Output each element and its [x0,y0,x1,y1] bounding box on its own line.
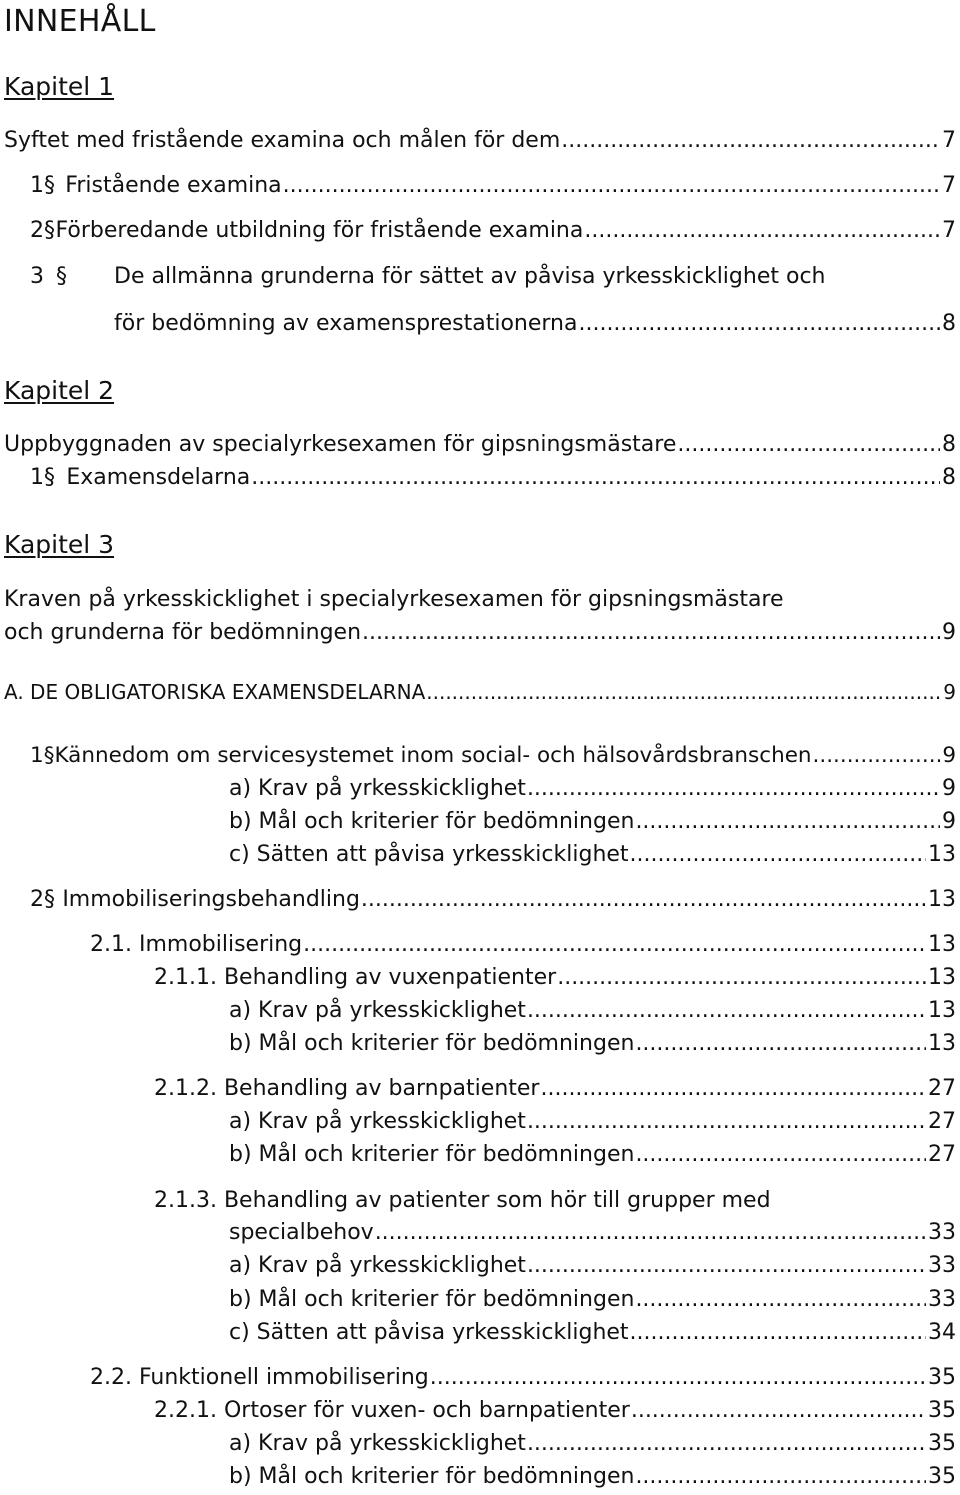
toc-entry[interactable] [229,1141,956,1169]
toc-entry-title: c) Sätten att påvisa yrkesskicklighet [229,1320,629,1345]
toc-page-number: 35 [928,1464,956,1489]
toc-entry[interactable] [4,678,956,706]
toc-entry[interactable] [30,217,956,245]
toc-page-number: 7 [942,218,956,243]
dot-leader [426,678,941,706]
toc-entry[interactable] [90,931,956,959]
toc-entry-title: Förberedande utbildning för fristående examina [55,218,584,243]
toc-entry-first-line[interactable] [4,586,784,614]
toc-entry[interactable] [229,997,956,1025]
toc-page-number: 13 [928,998,956,1023]
toc-entry-title: b) Mål och kriterier för bedömningen [229,1031,635,1056]
toc-entry-title: Examensdelarna [66,465,251,490]
toc-entry-title: 2.2.1. Ortoser för vuxen- och barnpatienter [154,1398,630,1423]
dot-leader [578,310,940,338]
toc-entry[interactable] [154,964,956,992]
toc-entry[interactable] [229,1219,956,1247]
toc-entry[interactable] [229,1252,956,1280]
dot-leader [635,1030,926,1058]
toc-entry-title: A. DE OBLIGATORISKA EXAMENSDELARNA [4,680,426,704]
toc-page-number: 35 [928,1398,956,1423]
toc-page-number: 8 [942,465,956,490]
dot-leader [527,1252,926,1280]
toc-entry[interactable] [229,841,956,869]
toc-entry[interactable] [154,1397,956,1425]
toc-entry[interactable] [229,808,956,836]
toc-page-number: 7 [942,128,956,153]
dot-leader [303,931,926,959]
section-number: 2 [30,218,44,243]
dot-leader [635,1286,926,1314]
toc-entry-title: b) Mål och kriterier för bedömningen [229,1287,635,1312]
toc-page-number: 34 [928,1320,956,1345]
toc-page-number: 35 [928,1431,956,1456]
toc-entry-first-line[interactable] [154,1187,771,1215]
section-sign: § [44,173,55,198]
toc-page-number: 13 [928,932,956,957]
toc-entry-title: 2.1.2. Behandling av barnpatienter [154,1076,540,1101]
toc-page-number: 35 [928,1365,956,1390]
dot-leader [561,127,940,155]
toc-page-number: 27 [928,1109,956,1134]
toc-entry[interactable] [4,619,956,647]
toc-entry[interactable] [229,1430,956,1458]
section-number: 1 [30,173,44,198]
toc-entry-title: specialbehov [229,1220,374,1245]
toc-entry[interactable] [114,310,956,338]
toc-entry-title: Fristående examina [65,173,282,198]
toc-page-number: 9 [943,680,956,704]
section-number: 1 [30,743,44,768]
toc-page-number: 9 [942,743,956,768]
dot-leader [635,1463,926,1491]
chapter-2-link[interactable]: Kapitel 2 [4,376,115,405]
toc-entry-title: för bedömning av examensprestationerna [114,311,578,336]
toc-page-number: 33 [928,1287,956,1312]
toc-entry[interactable] [30,886,956,914]
toc-entry[interactable] [30,172,956,200]
chapter-1-link[interactable]: Kapitel 1 [4,72,115,101]
toc-page-number: 27 [928,1142,956,1167]
toc-entry-title: b) Mål och kriterier för bedömningen [229,1142,635,1167]
toc-page-number: 9 [942,809,956,834]
toc-entry-title: 2.2. Funktionell immobilisering [90,1365,429,1390]
dot-leader [631,1397,926,1425]
dot-leader [813,742,941,770]
toc-entry-title: och grunderna för bedömningen [4,620,362,645]
section-sign: § [44,887,55,912]
toc-entry[interactable] [30,742,956,770]
section-sign: § [43,743,55,768]
dot-leader [557,964,926,992]
dot-leader [251,464,940,492]
toc-entry[interactable] [229,1286,956,1314]
toc-page-number: 13 [928,1031,956,1056]
dot-leader [283,172,940,200]
toc-entry-title: c) Sätten att påvisa yrkesskicklighet [229,842,629,867]
section-sign: § [44,218,55,243]
dot-leader [677,431,940,459]
toc-entry-title: Syftet med fristående examina och målen för dem [4,128,561,153]
toc-entry-title: Uppbyggnaden av specialyrkesexamen för gipsningsmästare [4,432,677,457]
toc-entry[interactable] [4,431,956,459]
toc-page-number: 13 [928,965,956,990]
toc-entry-title: a) Krav på yrkesskicklighet [229,1109,526,1134]
toc-entry-first-line[interactable] [30,263,825,291]
section-number: 2 [30,887,44,912]
toc-entry[interactable] [30,464,956,492]
section-sign: § [44,465,55,490]
toc-page-number: 33 [928,1220,956,1245]
toc-entry-title: a) Krav på yrkesskicklighet [229,998,526,1023]
toc-page-number: 9 [942,620,956,645]
toc-entry-title: 2.1.1. Behandling av vuxenpatienter [154,965,557,990]
toc-entry-title-line1: Kraven på yrkesskicklighet i specialyrkesexamen för gipsningsmästare [4,587,784,612]
toc-page-number: 8 [942,432,956,457]
dot-leader [540,1075,926,1103]
chapter-3-link[interactable]: Kapitel 3 [4,530,115,559]
toc-entry[interactable] [229,1319,956,1347]
toc-entry[interactable] [4,127,956,155]
section-number: 3 [30,264,44,289]
toc-entry[interactable] [229,1463,956,1491]
toc-entry-title: Immobiliseringsbehandling [62,887,360,912]
section-number: 1 [30,465,44,490]
toc-entry-title: a) Krav på yrkesskicklighet [229,776,526,801]
toc-page-number: 9 [942,776,956,801]
toc-entry[interactable] [229,1108,956,1136]
dot-leader [375,1219,926,1247]
toc-entry-title-line1: 2.1.3. Behandling av patienter som hör till grupper med [154,1188,771,1213]
dot-leader [630,1319,926,1347]
dot-leader [527,775,940,803]
toc-entry[interactable] [229,775,956,803]
toc-entry-title: Kännedom om servicesystemet inom social- och hälsovårdsbranschen [54,743,812,768]
toc-entry[interactable] [229,1030,956,1058]
toc-entry-title: 2.1. Immobilisering [90,932,303,957]
dot-leader [362,619,940,647]
dot-leader [584,217,940,245]
dot-leader [527,1108,926,1136]
toc-heading: INNEHÅLL [4,4,156,39]
dot-leader [635,1141,926,1169]
toc-page-number: 8 [942,311,956,336]
dot-leader [430,1364,926,1392]
toc-entry[interactable] [154,1075,956,1103]
toc-entry[interactable] [90,1364,956,1392]
toc-entry-title: a) Krav på yrkesskicklighet [229,1431,526,1456]
section-sign: § [56,264,67,289]
toc-page-number: 33 [928,1253,956,1278]
toc-entry-title: a) Krav på yrkesskicklighet [229,1253,526,1278]
dot-leader [635,808,940,836]
dot-leader [630,841,926,869]
toc-page-number: 27 [928,1076,956,1101]
toc-page-number: 13 [928,887,956,912]
dot-leader [527,1430,926,1458]
toc-page-number: 13 [928,842,956,867]
toc-page-number: 7 [942,173,956,198]
toc-entry-title: b) Mål och kriterier för bedömningen [229,809,635,834]
dot-leader [361,886,926,914]
toc-entry-title: b) Mål och kriterier för bedömningen [229,1464,635,1489]
toc-entry-title-line1: De allmänna grunderna för sättet av påvisa yrkesskicklighet och [114,264,826,289]
dot-leader [527,997,926,1025]
